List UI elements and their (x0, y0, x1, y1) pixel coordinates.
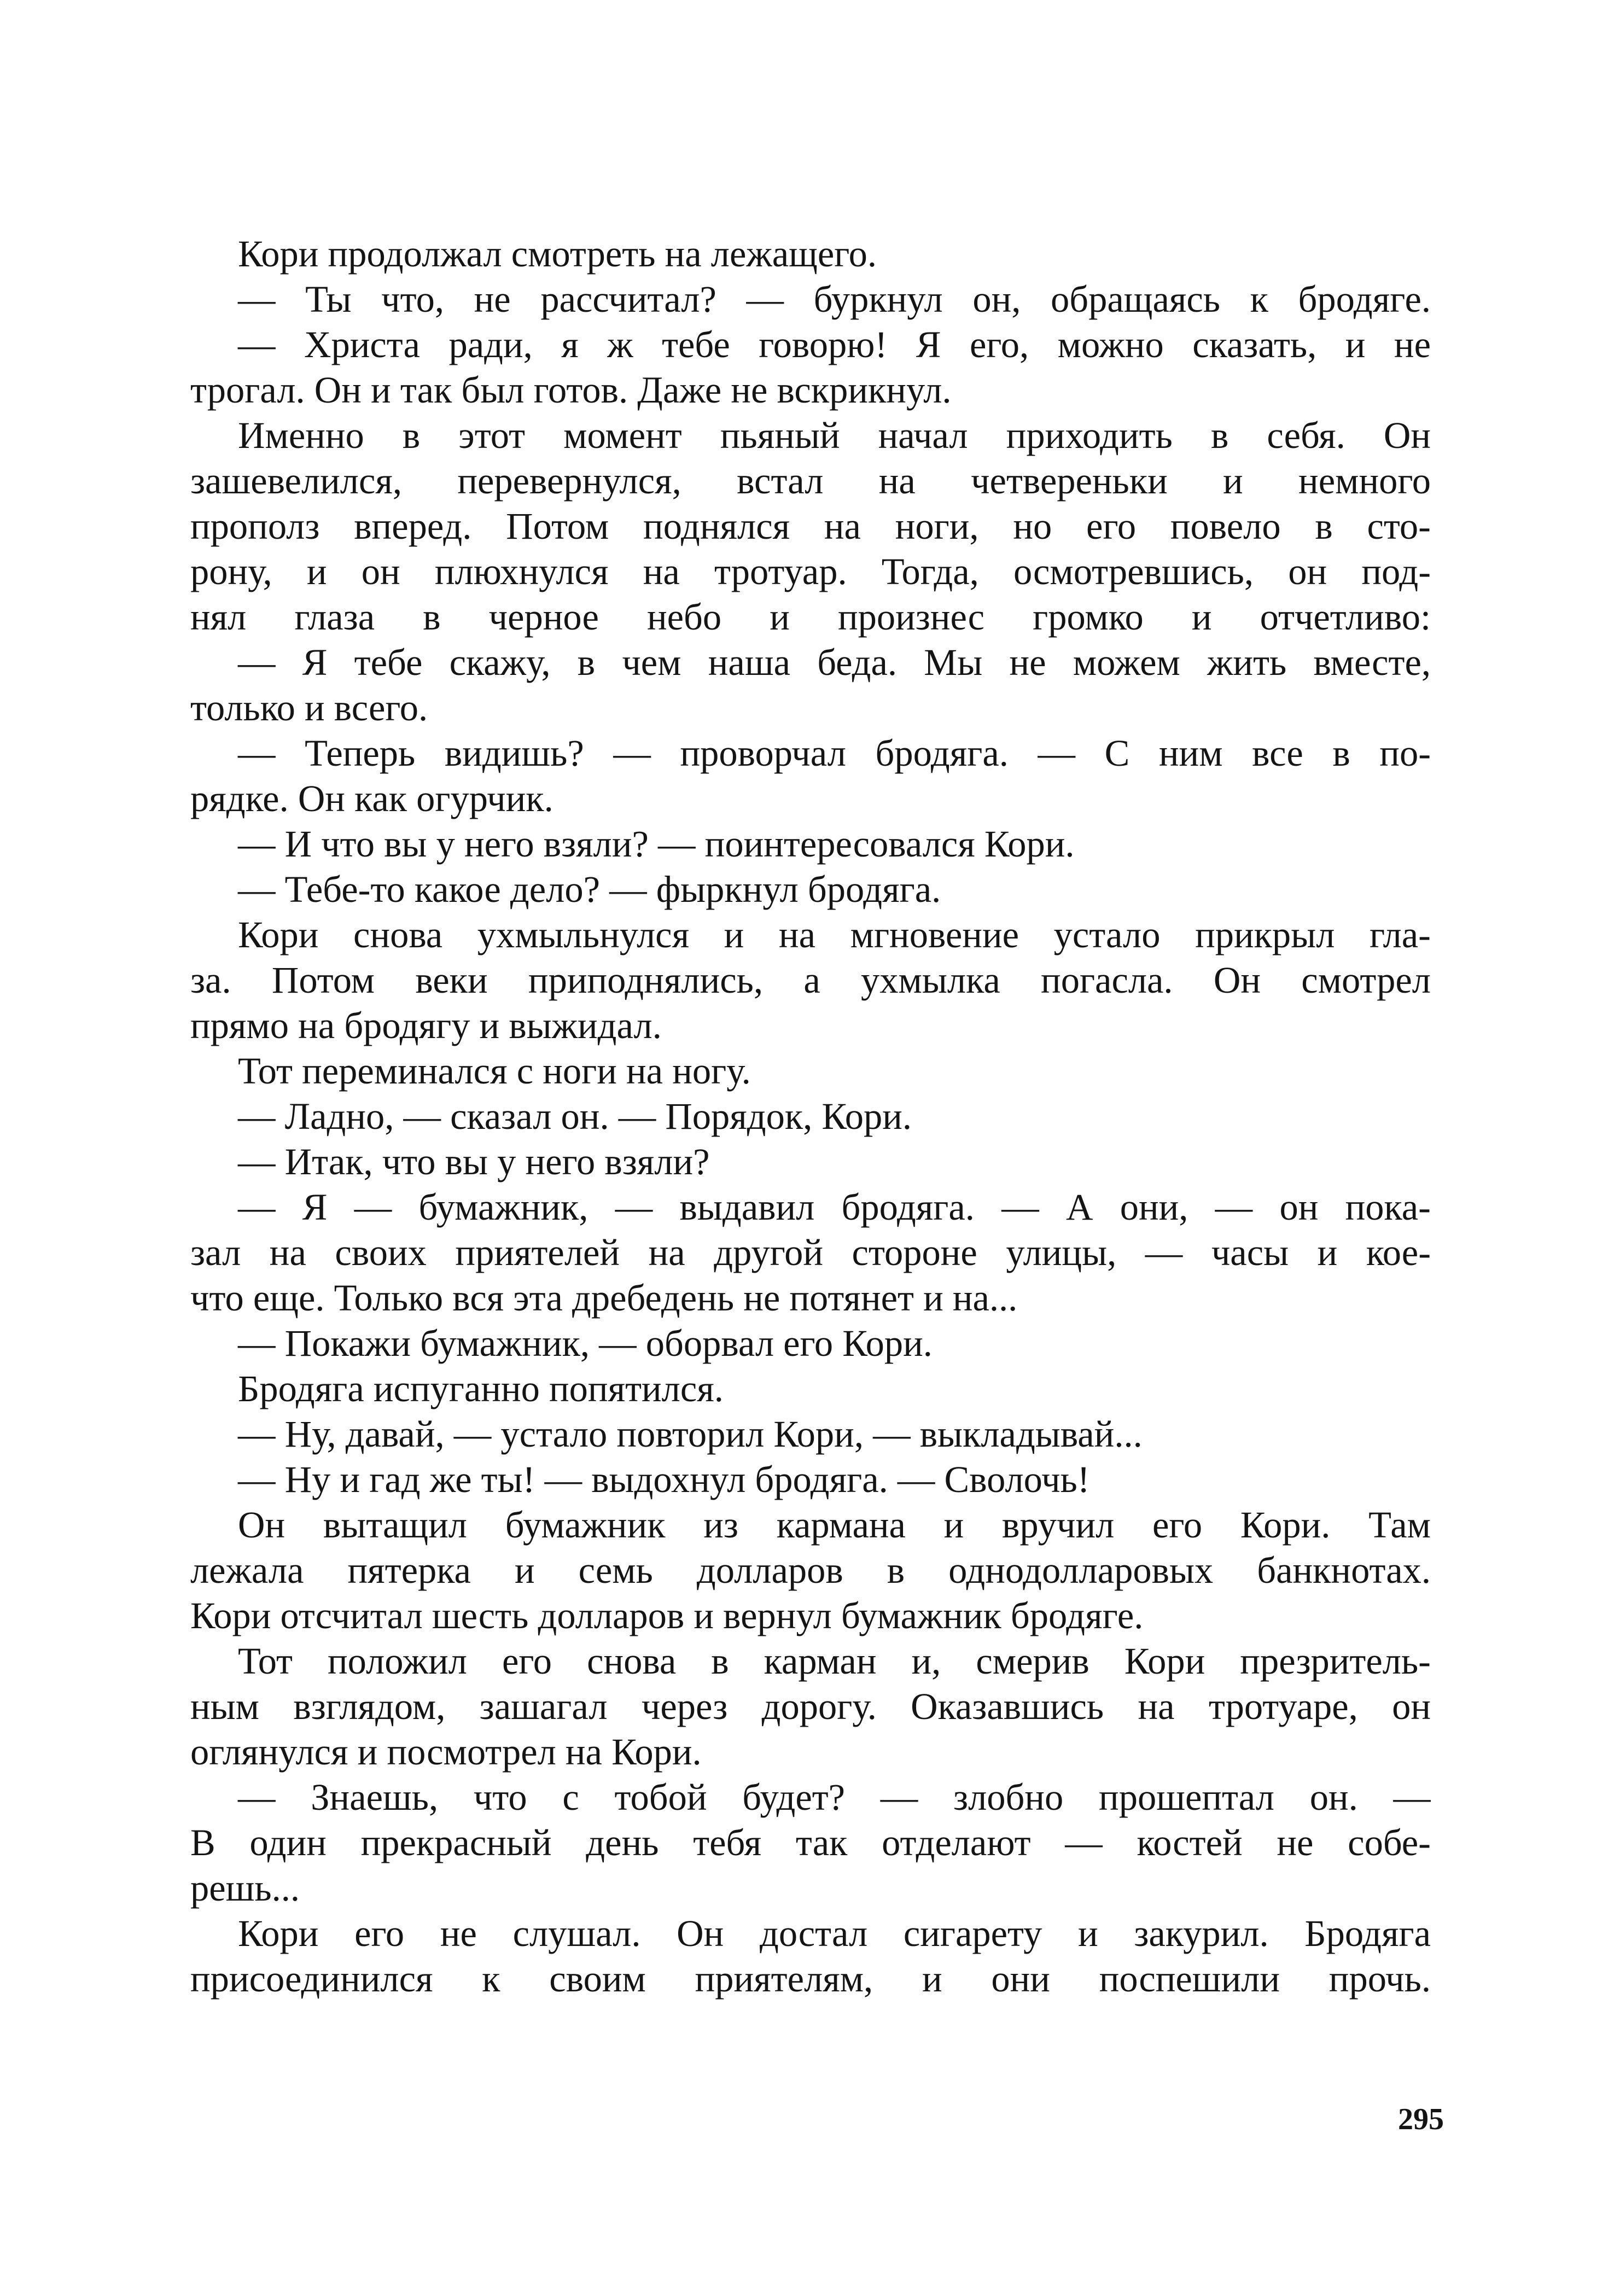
text-line: рону, и он плюхнулся на тротуар. Тогда, осмотревшись, он под- (190, 551, 1431, 592)
text-line: — Ты что, не рассчитал? — буркнул он, обращаясь к бродяге. (238, 278, 1431, 320)
text-line: Бродяга испуганно попятился. (238, 1368, 724, 1409)
text-line: зал на своих приятелей на другой стороне улицы, — часы и кое- (190, 1232, 1431, 1273)
text-line: — Покажи бумажник, — оборвал его Кори. (238, 1322, 933, 1364)
text-line: — Тебе-то какое дело? — фыркнул бродяга. (238, 869, 941, 910)
text-line: — Ну, давай, — устало повторил Кори, — выкладывай... (238, 1413, 1143, 1455)
text-line: Тот положил его снова в карман и, смерив Кори презритель- (238, 1640, 1431, 1682)
text-line: зашевелился, перевернулся, встал на четвереньки и немного (190, 460, 1431, 502)
text-line: за. Потом веки приподнялись, а ухмылка погасла. Он смотрел (190, 959, 1431, 1001)
text-line: В один прекрасный день тебя так отделают — костей не собе- (190, 1822, 1431, 1863)
text-line: — Итак, что вы у него взяли? (238, 1141, 710, 1182)
text-line: — Христа ради, я ж тебе говорю! Я его, можно сказать, и не (238, 324, 1431, 365)
page-text (190, 231, 1431, 2002)
text-line: — И что вы у него взяли? — поинтересовался Кори. (238, 823, 1075, 865)
text-line: нял глаза в черное небо и произнес громко и отчетливо: (190, 596, 1431, 638)
text-line: присоединился к своим приятелям, и они поспешили прочь. (190, 1958, 1431, 2000)
text-line: что еще. Только вся эта дребедень не потянет и на... (190, 1277, 1018, 1319)
text-line: только и всего. (190, 687, 428, 729)
text-line: рядке. Он как огурчик. (190, 778, 553, 819)
text-line: трогал. Он и так был готов. Даже не вскрикнул. (190, 369, 952, 411)
text-line: прямо на бродягу и выжидал. (190, 1005, 662, 1046)
text-line: Кори продолжал смотреть на лежащего. (238, 233, 877, 275)
text-line: — Ладно, — сказал он. — Порядок, Кори. (238, 1095, 912, 1137)
text-line: Он вытащил бумажник из кармана и вручил его Кори. Там (238, 1504, 1431, 1546)
text-line: прополз вперед. Потом поднялся на ноги, но его повело в сто- (190, 505, 1431, 547)
text-line: решь... (190, 1867, 300, 1909)
text-line: — Я тебе скажу, в чем наша беда. Мы не можем жить вместе, (238, 642, 1431, 683)
text-line: Кори отсчитал шесть долларов и вернул бумажник бродяге. (190, 1595, 1144, 1636)
text-line: оглянулся и посмотрел на Кори. (190, 1731, 702, 1773)
page-number: 295 (1398, 2102, 1444, 2136)
text-line: — Знаешь, что с тобой будет? — злобно прошептал он. — (238, 1776, 1431, 1818)
text-line: Кори его не слушал. Он достал сигарету и закурил. Бродяга (238, 1913, 1431, 1954)
text-line: лежала пятерка и семь долларов в однодолларовых банкнотах. (190, 1549, 1431, 1591)
text-line: ным взглядом, зашагал через дорогу. Оказавшись на тротуаре, он (190, 1686, 1431, 1727)
text-line: — Ну и гад же ты! — выдохнул бродяга. — Сволочь! (238, 1459, 1090, 1500)
text-line: — Я — бумажник, — выдавил бродяга. — А они, — он пока- (238, 1186, 1431, 1228)
text-line: — Теперь видишь? — проворчал бродяга. — С ним все в по- (238, 732, 1431, 774)
text-line: Тот переминался с ноги на ногу. (238, 1050, 751, 1092)
text-line: Кори снова ухмыльнулся и на мгновение устало прикрыл гла- (238, 914, 1431, 955)
text-line: Именно в этот момент пьяный начал приходить в себя. Он (238, 415, 1431, 456)
